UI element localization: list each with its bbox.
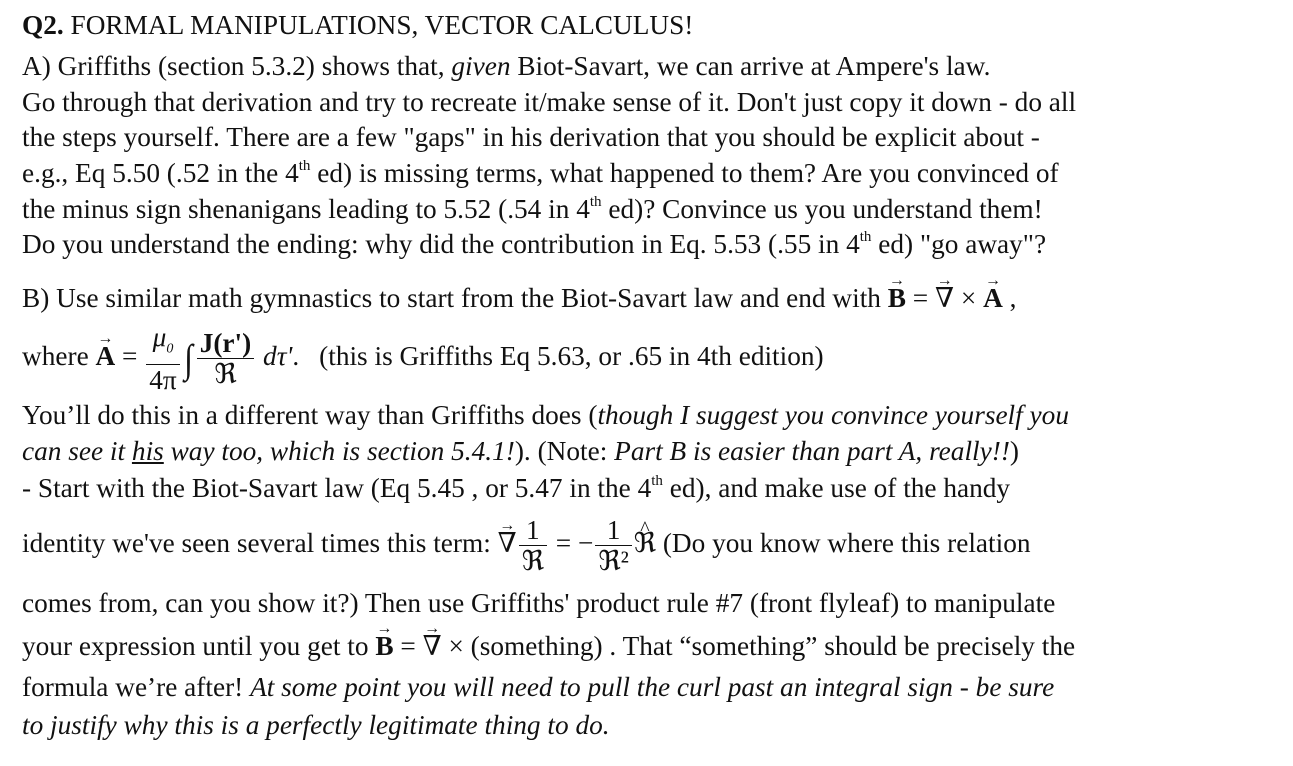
vector-a: → A: [96, 326, 116, 386]
part-b-line-3: [22, 399, 1069, 431]
text-run: ed) "go away"?: [871, 229, 1047, 259]
vector-a: → A: [983, 282, 1003, 314]
text-run: (this is Griffiths Eq 5.63, or .65 in 4th edition): [319, 341, 824, 371]
part-a-line-6: [22, 228, 1046, 265]
superscript: th: [589, 194, 602, 210]
text-run: comes from, can you show it?) Then use Griffiths' product rule #7 (front flyleaf) to manipulate: [22, 588, 1056, 618]
fraction-numerator: J(r'): [197, 328, 255, 359]
text-run: your expression until you get to: [22, 631, 376, 661]
text-run: .: [292, 341, 300, 371]
text-run: A) Griffiths (section 5.3.2) shows that,: [22, 51, 452, 81]
vector-b: → B: [888, 282, 906, 314]
fraction-numerator: 1: [519, 515, 547, 546]
vector-b: → B: [375, 630, 393, 662]
text-run: ): [1009, 436, 1019, 466]
text-run: where: [22, 341, 96, 371]
unit-vector-r-hat: ^ ℜ: [634, 508, 656, 578]
text-run-italic: At some point you will need to pull the curl past an integral sign - be sure: [250, 672, 1055, 702]
problem-title: [22, 9, 693, 41]
text-run: ed) is missing terms, what happened to them? Are you convinced of: [310, 158, 1059, 188]
text-run-italic: given: [451, 51, 511, 81]
fraction-numerator: [146, 322, 179, 365]
part-b-line-6-identity: [22, 508, 1031, 578]
fraction-numerator: 1: [595, 515, 631, 546]
part-b-line-1: [22, 282, 1017, 314]
one-over-r-squared-fraction: [595, 515, 631, 576]
cross-sign: ×: [954, 283, 984, 313]
nabla-operator: → ∇: [935, 282, 954, 314]
text-run: ,: [1002, 283, 1017, 313]
text-run: formula we’re after!: [22, 672, 251, 702]
superscript: th: [859, 229, 872, 245]
part-b-line-10: [22, 709, 610, 741]
part-b-line-5: [22, 472, 1010, 509]
text-run: You’ll do this in a different way than Griffiths does (: [22, 400, 598, 430]
problem-heading: FORMAL MANIPULATIONS, VECTOR CALCULUS!: [63, 10, 694, 40]
part-b-line-9: [22, 671, 1054, 703]
part-b-line-8: [22, 630, 1075, 662]
text-run-italic: Part B is easier than part A, really!!: [614, 436, 1010, 466]
text-run: Go through that derivation and try to recreate it/make sense of it. Don't just copy it down - do all: [22, 87, 1077, 117]
mu-over-four-pi-fraction: [146, 322, 179, 395]
text-run: e.g., Eq 5.50 (.52 in the 4: [22, 158, 299, 188]
text-run: the minus sign shenanigans leading to 5.52 (.54 in 4: [22, 194, 590, 224]
subscript: 0: [166, 341, 174, 357]
nabla-operator: → ∇: [498, 508, 517, 578]
problem-number: Q2.: [22, 10, 64, 40]
fraction-denominator: ℜ: [214, 359, 237, 390]
part-a-line-5: [22, 193, 1043, 230]
fraction-denominator: 4π: [149, 365, 177, 396]
equals-sign: =: [905, 283, 936, 313]
part-b-line-7: [22, 587, 1055, 619]
text-run: B) Use similar math gymnastics to start from the Biot-Savart law and end with: [22, 283, 888, 313]
text-run: . That “something” should be precisely the: [609, 631, 1076, 661]
text-run: ). (Note:: [514, 436, 615, 466]
equals-sign: =: [393, 631, 423, 661]
text-run: × (something): [441, 631, 610, 661]
text-run-italic: dτ': [256, 341, 293, 371]
text-run-italic: to justify why this is a perfectly legitimate thing to do.: [22, 710, 610, 740]
text-run: Biot-Savart, we can arrive at Ampere's law.: [510, 51, 991, 81]
part-a-line-2: [22, 86, 1076, 118]
superscript: th: [651, 473, 663, 489]
current-over-r-fraction: [197, 328, 255, 389]
text-run: Do you understand the ending: why did the contribution in Eq. 5.53 (.55 in 4: [22, 229, 860, 259]
part-a-line-1: [22, 50, 990, 82]
fraction-denominator: ℜ: [521, 546, 544, 577]
text-run-italic: way too, which is section 5.4.1!: [163, 436, 515, 466]
one-over-r-fraction: [519, 515, 547, 576]
part-b-line-2-equation: [22, 322, 824, 395]
mu-symbol: μ: [152, 322, 167, 352]
text-run: identity we've seen several times this term:: [22, 528, 498, 558]
integral-sign: ∫: [183, 335, 193, 381]
text-run-italic: can see it: [22, 436, 132, 466]
part-a-line-3: [22, 121, 1040, 153]
text-run-italic: though I suggest you convince yourself you: [597, 400, 1069, 430]
nabla-operator: → ∇: [423, 630, 442, 662]
equals-sign: =: [115, 341, 145, 371]
equals-minus-sign: = −: [548, 528, 594, 558]
text-run-italic-underlined: his: [131, 436, 164, 466]
superscript: th: [298, 158, 311, 174]
part-a-line-4: [22, 157, 1059, 194]
part-b-line-4: [22, 435, 1019, 467]
text-run: the steps yourself. There are a few "gaps" in his derivation that you should be explicit about -: [22, 122, 1040, 152]
text-run: - Start with the Biot-Savart law (Eq 5.45 , or 5.47 in the 4: [22, 473, 652, 503]
fraction-denominator: ℜ²: [598, 546, 629, 577]
text-run: (Do you know where this relation: [656, 528, 1031, 558]
text-run: ed)? Convince us you understand them!: [601, 194, 1043, 224]
text-run: ed), and make use of the handy: [662, 473, 1011, 503]
